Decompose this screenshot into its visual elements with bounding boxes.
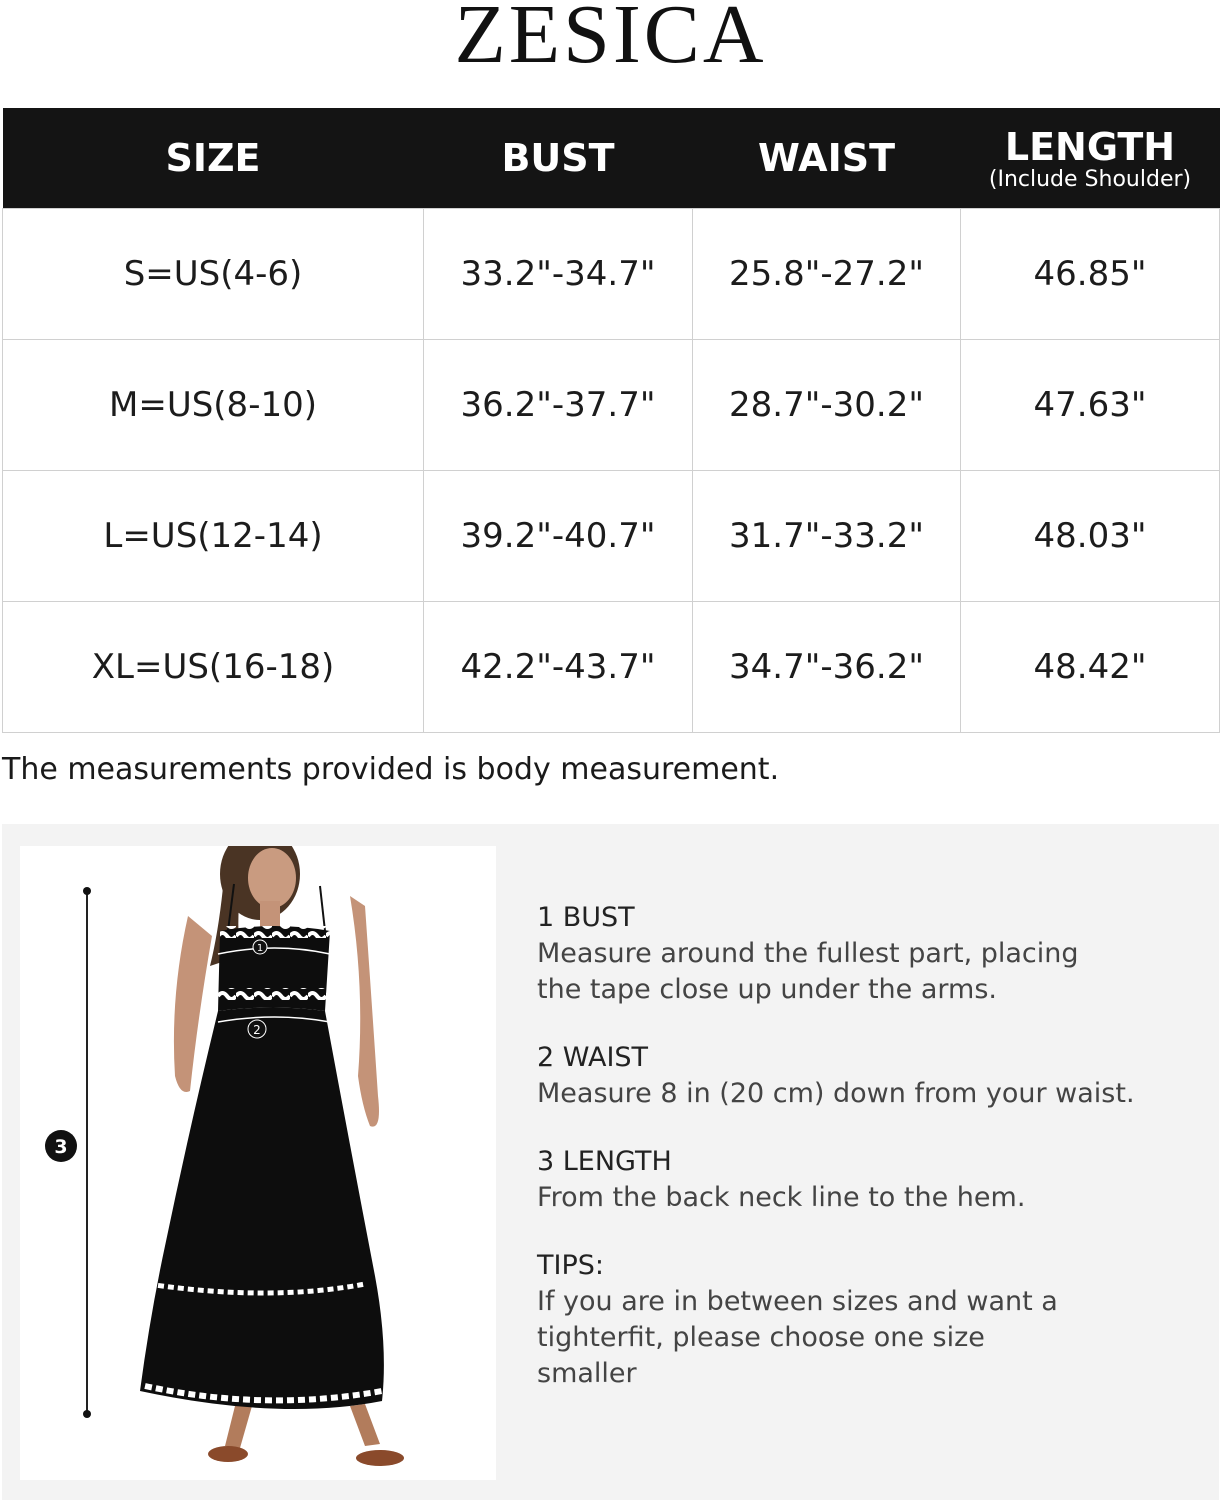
table-row [3, 340, 1220, 471]
waist-cell: 34.7"-36.2" [693, 602, 961, 733]
waist-instruction [537, 1040, 1197, 1112]
length-cell: 47.63" [961, 340, 1220, 471]
tips-title: TIPS: [537, 1250, 604, 1281]
size-cell: S=US(4-6) [3, 209, 424, 340]
waist-text: Measure 8 in (20 cm) down from your waist. [537, 1078, 1135, 1109]
bust-cell: 36.2"-37.7" [424, 340, 693, 471]
bust-title: 1 BUST [537, 902, 635, 933]
header-length-label: LENGTH [1004, 124, 1176, 169]
header-bust: BUST [424, 108, 693, 209]
length-cell: 48.42" [961, 602, 1220, 733]
length-title: 3 LENGTH [537, 1146, 672, 1177]
bust-text: Measure around the fullest part, placing the tape close up under the arms. [537, 938, 1079, 1005]
header-length-sub: (Include Shoulder) [988, 166, 1192, 192]
measurement-instructions [537, 900, 1197, 1424]
bust-cell: 42.2"-43.7" [424, 602, 693, 733]
size-cell: M=US(8-10) [3, 340, 424, 471]
brand-logo: ZESICA [454, 0, 767, 74]
header-waist: WAIST [693, 108, 961, 209]
header-row [3, 108, 1220, 209]
waist-cell: 28.7"-30.2" [693, 340, 961, 471]
size-chart-table [2, 108, 1220, 733]
header-length [961, 108, 1220, 209]
waist-cell: 31.7"-33.2" [693, 471, 961, 602]
length-text: From the back neck line to the hem. [537, 1182, 1026, 1213]
table-row [3, 602, 1220, 733]
measurement-note: The measurements provided is body measurement. [2, 752, 780, 787]
table-row [3, 471, 1220, 602]
marker-2 [248, 1020, 266, 1038]
bust-instruction [537, 900, 1197, 1008]
length-measure-line [83, 887, 91, 1418]
header-size: SIZE [3, 108, 424, 209]
waist-cell: 25.8"-27.2" [693, 209, 961, 340]
marker-2-label: 2 [253, 1023, 261, 1037]
waist-title: 2 WAIST [537, 1042, 649, 1073]
dress-illustration [20, 846, 496, 1480]
marker-3-label: 3 [54, 1136, 68, 1158]
bust-cell: 39.2"-40.7" [424, 471, 693, 602]
length-instruction [537, 1144, 1197, 1216]
tips [537, 1248, 1197, 1392]
length-cell: 46.85" [961, 209, 1220, 340]
size-cell: XL=US(16-18) [3, 602, 424, 733]
table-row [3, 209, 1220, 340]
marker-1 [253, 940, 267, 954]
marker-1-label: 1 [256, 943, 264, 954]
tips-text: If you are in between sizes and want a tighterfit, please choose one size smaller [537, 1286, 1058, 1389]
length-cell: 48.03" [961, 471, 1220, 602]
size-cell: L=US(12-14) [3, 471, 424, 602]
marker-3 [45, 1130, 77, 1162]
bust-cell: 33.2"-34.7" [424, 209, 693, 340]
